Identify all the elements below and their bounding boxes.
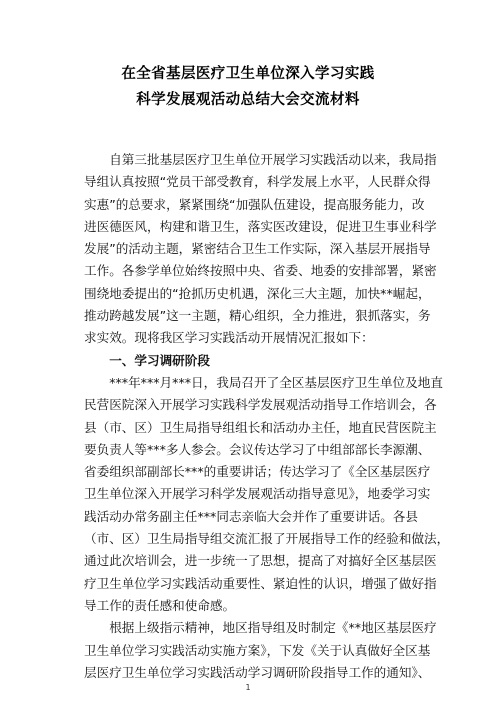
body-line: 发展”的活动主题，紧密结合卫生工作实际，深入基层开展指导 <box>84 241 431 257</box>
body-line: 围绕地委提出的“抢抓历史机遇，深化三大主题，加快**崛起， <box>84 285 431 301</box>
body-line: 要负责人等***多人参会。会议传达学习了中组部部长李源潮、 <box>84 441 431 457</box>
body-line: 进医德医风，构建和谐卫生，落实医改建设，促进卫生事业科学 <box>84 218 437 234</box>
body-line: 导组认真按照“党员干部受教育，科学发展上水平，人民群众得 <box>84 174 431 190</box>
body-line: 实惠”的总要求，紧紧围绕“加强队伍建设，提高服务能力，改 <box>84 196 425 212</box>
body-line: ***年***月***日，我局召开了全区基层医疗卫生单位及地直 <box>84 374 443 390</box>
body-line: 自第三批基层医疗卫生单位开展学习实践活动以来，我局指 <box>84 152 437 167</box>
body-line: 卫生单位深入开展学习科学发展观活动指导意见》，地委学习实 <box>84 486 431 502</box>
body-line: 工作。各参学单位始终按照中央、省委、地委的安排部署，紧密 <box>84 263 437 279</box>
body-line: 卫生单位学习实践活动实施方案》，下发《关于认真做好全区基 <box>84 642 431 658</box>
body-line: 践活动办常务副主任***同志亲临大会并作了重要讲话。各县 <box>84 508 418 524</box>
body-line: 省委组织部副部长***的重要讲话；传达学习了《全区基层医疗 <box>84 464 431 480</box>
section-heading: 一、学习调研阶段 <box>84 352 210 368</box>
body-line: 推动跨越发展”这一主题，精心组织，全力推进，狠抓落实，务 <box>84 308 431 324</box>
body-line: 导工作的责任感和使命感。 <box>84 597 236 613</box>
page-number: 1 <box>245 683 251 692</box>
body-line: 求实效。现将我区学习实践活动开展情况汇报如下： <box>84 330 374 346</box>
body-line: 民营医院深入开展学习实践科学发展观活动指导工作培训会，各 <box>84 397 437 413</box>
body-line: 县（市、区）卫生局指导组组长和活动办主任，地直民营医院主 <box>84 419 437 435</box>
document-title-line-2: 科学发展观活动总结大会交流材料 <box>136 92 360 108</box>
body-line: 层医疗卫生单位学习实践活动学习调研阶段指导工作的通知》、 <box>84 664 431 680</box>
document-body <box>84 149 450 684</box>
body-line: （市、区）卫生局指导组交流汇报了开展指导工作的经验和做法， <box>84 531 450 547</box>
body-line: 根据上级指示精神，地区指导组及时制定《**地区基层医疗 <box>84 620 437 636</box>
body-line: 疗卫生单位学习实践活动重要性、紧迫性的认识，增强了做好指 <box>84 575 437 591</box>
body-line: 通过此次培训会，进一步统一了思想，提高了对搞好全区基层医 <box>84 553 437 569</box>
document-title-line-1: 在全省基层医疗卫生单位深入学习实践 <box>121 66 375 82</box>
